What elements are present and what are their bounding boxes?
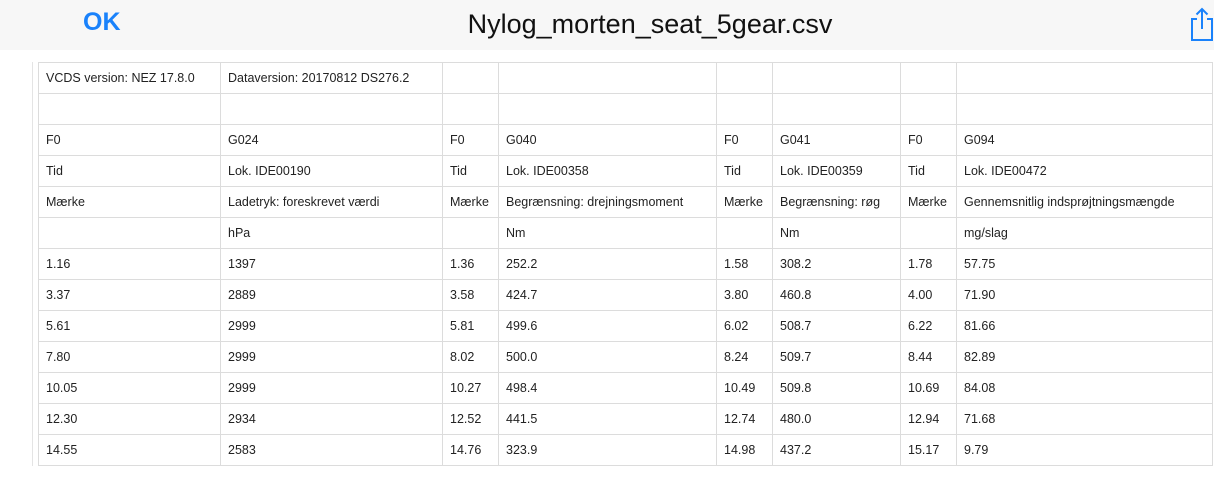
- navigation-bar: [0, 0, 1214, 51]
- table-cell: 57.75: [957, 249, 1213, 280]
- table-row: [39, 280, 1213, 311]
- table-cell: 1.36: [443, 249, 499, 280]
- table-cell: 2999: [221, 311, 443, 342]
- table-cell: [717, 218, 773, 249]
- table-cell: 71.68: [957, 404, 1213, 435]
- table-cell: [957, 63, 1213, 94]
- table-cell: 2934: [221, 404, 443, 435]
- table-cell: [773, 94, 901, 125]
- table-cell: 508.7: [773, 311, 901, 342]
- table-cell: hPa: [221, 218, 443, 249]
- table-row: [39, 435, 1213, 466]
- table-cell: Tid: [717, 156, 773, 187]
- table-cell: G040: [499, 125, 717, 156]
- table-cell: Gennemsnitlig indsprøjtningsmængde: [957, 187, 1213, 218]
- table-cell: [957, 94, 1213, 125]
- table-cell: 14.55: [39, 435, 221, 466]
- table-cell: 323.9: [499, 435, 717, 466]
- table-cell: [443, 94, 499, 125]
- table-cell: 2583: [221, 435, 443, 466]
- table-cell: G041: [773, 125, 901, 156]
- table-row: [39, 311, 1213, 342]
- table-cell: Lok. IDE00359: [773, 156, 901, 187]
- table-cell: Begrænsning: røg: [773, 187, 901, 218]
- table-cell: 1.16: [39, 249, 221, 280]
- table-cell: [717, 94, 773, 125]
- table-row: [39, 373, 1213, 404]
- table-cell: 10.69: [901, 373, 957, 404]
- table-cell: [499, 63, 717, 94]
- table-cell: F0: [717, 125, 773, 156]
- table-cell: [901, 218, 957, 249]
- share-button[interactable]: [1189, 6, 1214, 42]
- table-cell: 3.80: [717, 280, 773, 311]
- table-cell: 12.94: [901, 404, 957, 435]
- table-cell: 12.74: [717, 404, 773, 435]
- table-cell: 4.00: [901, 280, 957, 311]
- table-cell: Nm: [499, 218, 717, 249]
- table-cell: 499.6: [499, 311, 717, 342]
- table-row: [39, 404, 1213, 435]
- table-cell: 10.27: [443, 373, 499, 404]
- table-cell: [773, 63, 901, 94]
- table-cell: Mærke: [39, 187, 221, 218]
- table-cell: 2999: [221, 342, 443, 373]
- ok-button[interactable]: OK: [83, 8, 121, 36]
- table-cell: 10.05: [39, 373, 221, 404]
- table-cell: [901, 63, 957, 94]
- table-row: [39, 187, 1213, 218]
- table-row: [39, 125, 1213, 156]
- table-cell: 71.90: [957, 280, 1213, 311]
- table-cell: VCDS version: NEZ 17.8.0: [39, 63, 221, 94]
- table-cell: 8.44: [901, 342, 957, 373]
- share-icon: [1189, 6, 1214, 42]
- table-cell: F0: [443, 125, 499, 156]
- table-cell: 7.80: [39, 342, 221, 373]
- file-title: Nylog_morten_seat_5gear.csv: [467, 9, 833, 39]
- table-cell: [499, 94, 717, 125]
- table-row: [39, 218, 1213, 249]
- table-cell: 12.52: [443, 404, 499, 435]
- table-cell: 14.76: [443, 435, 499, 466]
- table-cell: 12.30: [39, 404, 221, 435]
- table-cell: [443, 63, 499, 94]
- table-cell: [221, 94, 443, 125]
- table-cell: 498.4: [499, 373, 717, 404]
- table-cell: Mærke: [443, 187, 499, 218]
- table-cell: 480.0: [773, 404, 901, 435]
- table-row: [39, 249, 1213, 280]
- table-cell: Ladetryk: foreskrevet værdi: [221, 187, 443, 218]
- table-cell: [901, 94, 957, 125]
- table-cell: 5.61: [39, 311, 221, 342]
- table-cell: 10.49: [717, 373, 773, 404]
- table-row: [39, 156, 1213, 187]
- table-cell: Lok. IDE00358: [499, 156, 717, 187]
- table-cell: [39, 94, 221, 125]
- table-cell: Lok. IDE00472: [957, 156, 1213, 187]
- table-cell: 15.17: [901, 435, 957, 466]
- table-cell: 441.5: [499, 404, 717, 435]
- table-cell: Dataversion: 20170812 DS276.2: [221, 63, 443, 94]
- table-cell: mg/slag: [957, 218, 1213, 249]
- table-cell: G094: [957, 125, 1213, 156]
- table-cell: 500.0: [499, 342, 717, 373]
- table-cell: 82.89: [957, 342, 1213, 373]
- table-cell: 3.58: [443, 280, 499, 311]
- table-cell: 2999: [221, 373, 443, 404]
- table-cell: F0: [39, 125, 221, 156]
- table-cell: Begrænsning: drejningsmoment: [499, 187, 717, 218]
- table-row: [39, 342, 1213, 373]
- table-row: [39, 94, 1213, 125]
- table-row: [39, 63, 1213, 94]
- table-cell: [717, 63, 773, 94]
- table-cell: 6.02: [717, 311, 773, 342]
- table-cell: 6.22: [901, 311, 957, 342]
- table-cell: 8.24: [717, 342, 773, 373]
- table-cell: Mærke: [717, 187, 773, 218]
- table-cell: F0: [901, 125, 957, 156]
- table-cell: Tid: [901, 156, 957, 187]
- table-cell: 509.8: [773, 373, 901, 404]
- table-cell: 81.66: [957, 311, 1213, 342]
- table-cell: Tid: [39, 156, 221, 187]
- table-cell: G024: [221, 125, 443, 156]
- table-cell: [443, 218, 499, 249]
- table-cell: Mærke: [901, 187, 957, 218]
- table-cell: 3.37: [39, 280, 221, 311]
- table-cell: 9.79: [957, 435, 1213, 466]
- table-cell: Nm: [773, 218, 901, 249]
- table-cell: 252.2: [499, 249, 717, 280]
- table-cell: 8.02: [443, 342, 499, 373]
- table-cell: 308.2: [773, 249, 901, 280]
- table-cell: 2889: [221, 280, 443, 311]
- table-cell: 1397: [221, 249, 443, 280]
- table-cell: 5.81: [443, 311, 499, 342]
- table-cell: 460.8: [773, 280, 901, 311]
- table-cell: 84.08: [957, 373, 1213, 404]
- table-cell: Tid: [443, 156, 499, 187]
- table-cell: 509.7: [773, 342, 901, 373]
- table-cell: Lok. IDE00190: [221, 156, 443, 187]
- table-cell: 1.58: [717, 249, 773, 280]
- table-cell: 1.78: [901, 249, 957, 280]
- table-cell: 437.2: [773, 435, 901, 466]
- table-cell: 14.98: [717, 435, 773, 466]
- csv-table: [38, 62, 1213, 466]
- table-cell: 424.7: [499, 280, 717, 311]
- table-cell: [39, 218, 221, 249]
